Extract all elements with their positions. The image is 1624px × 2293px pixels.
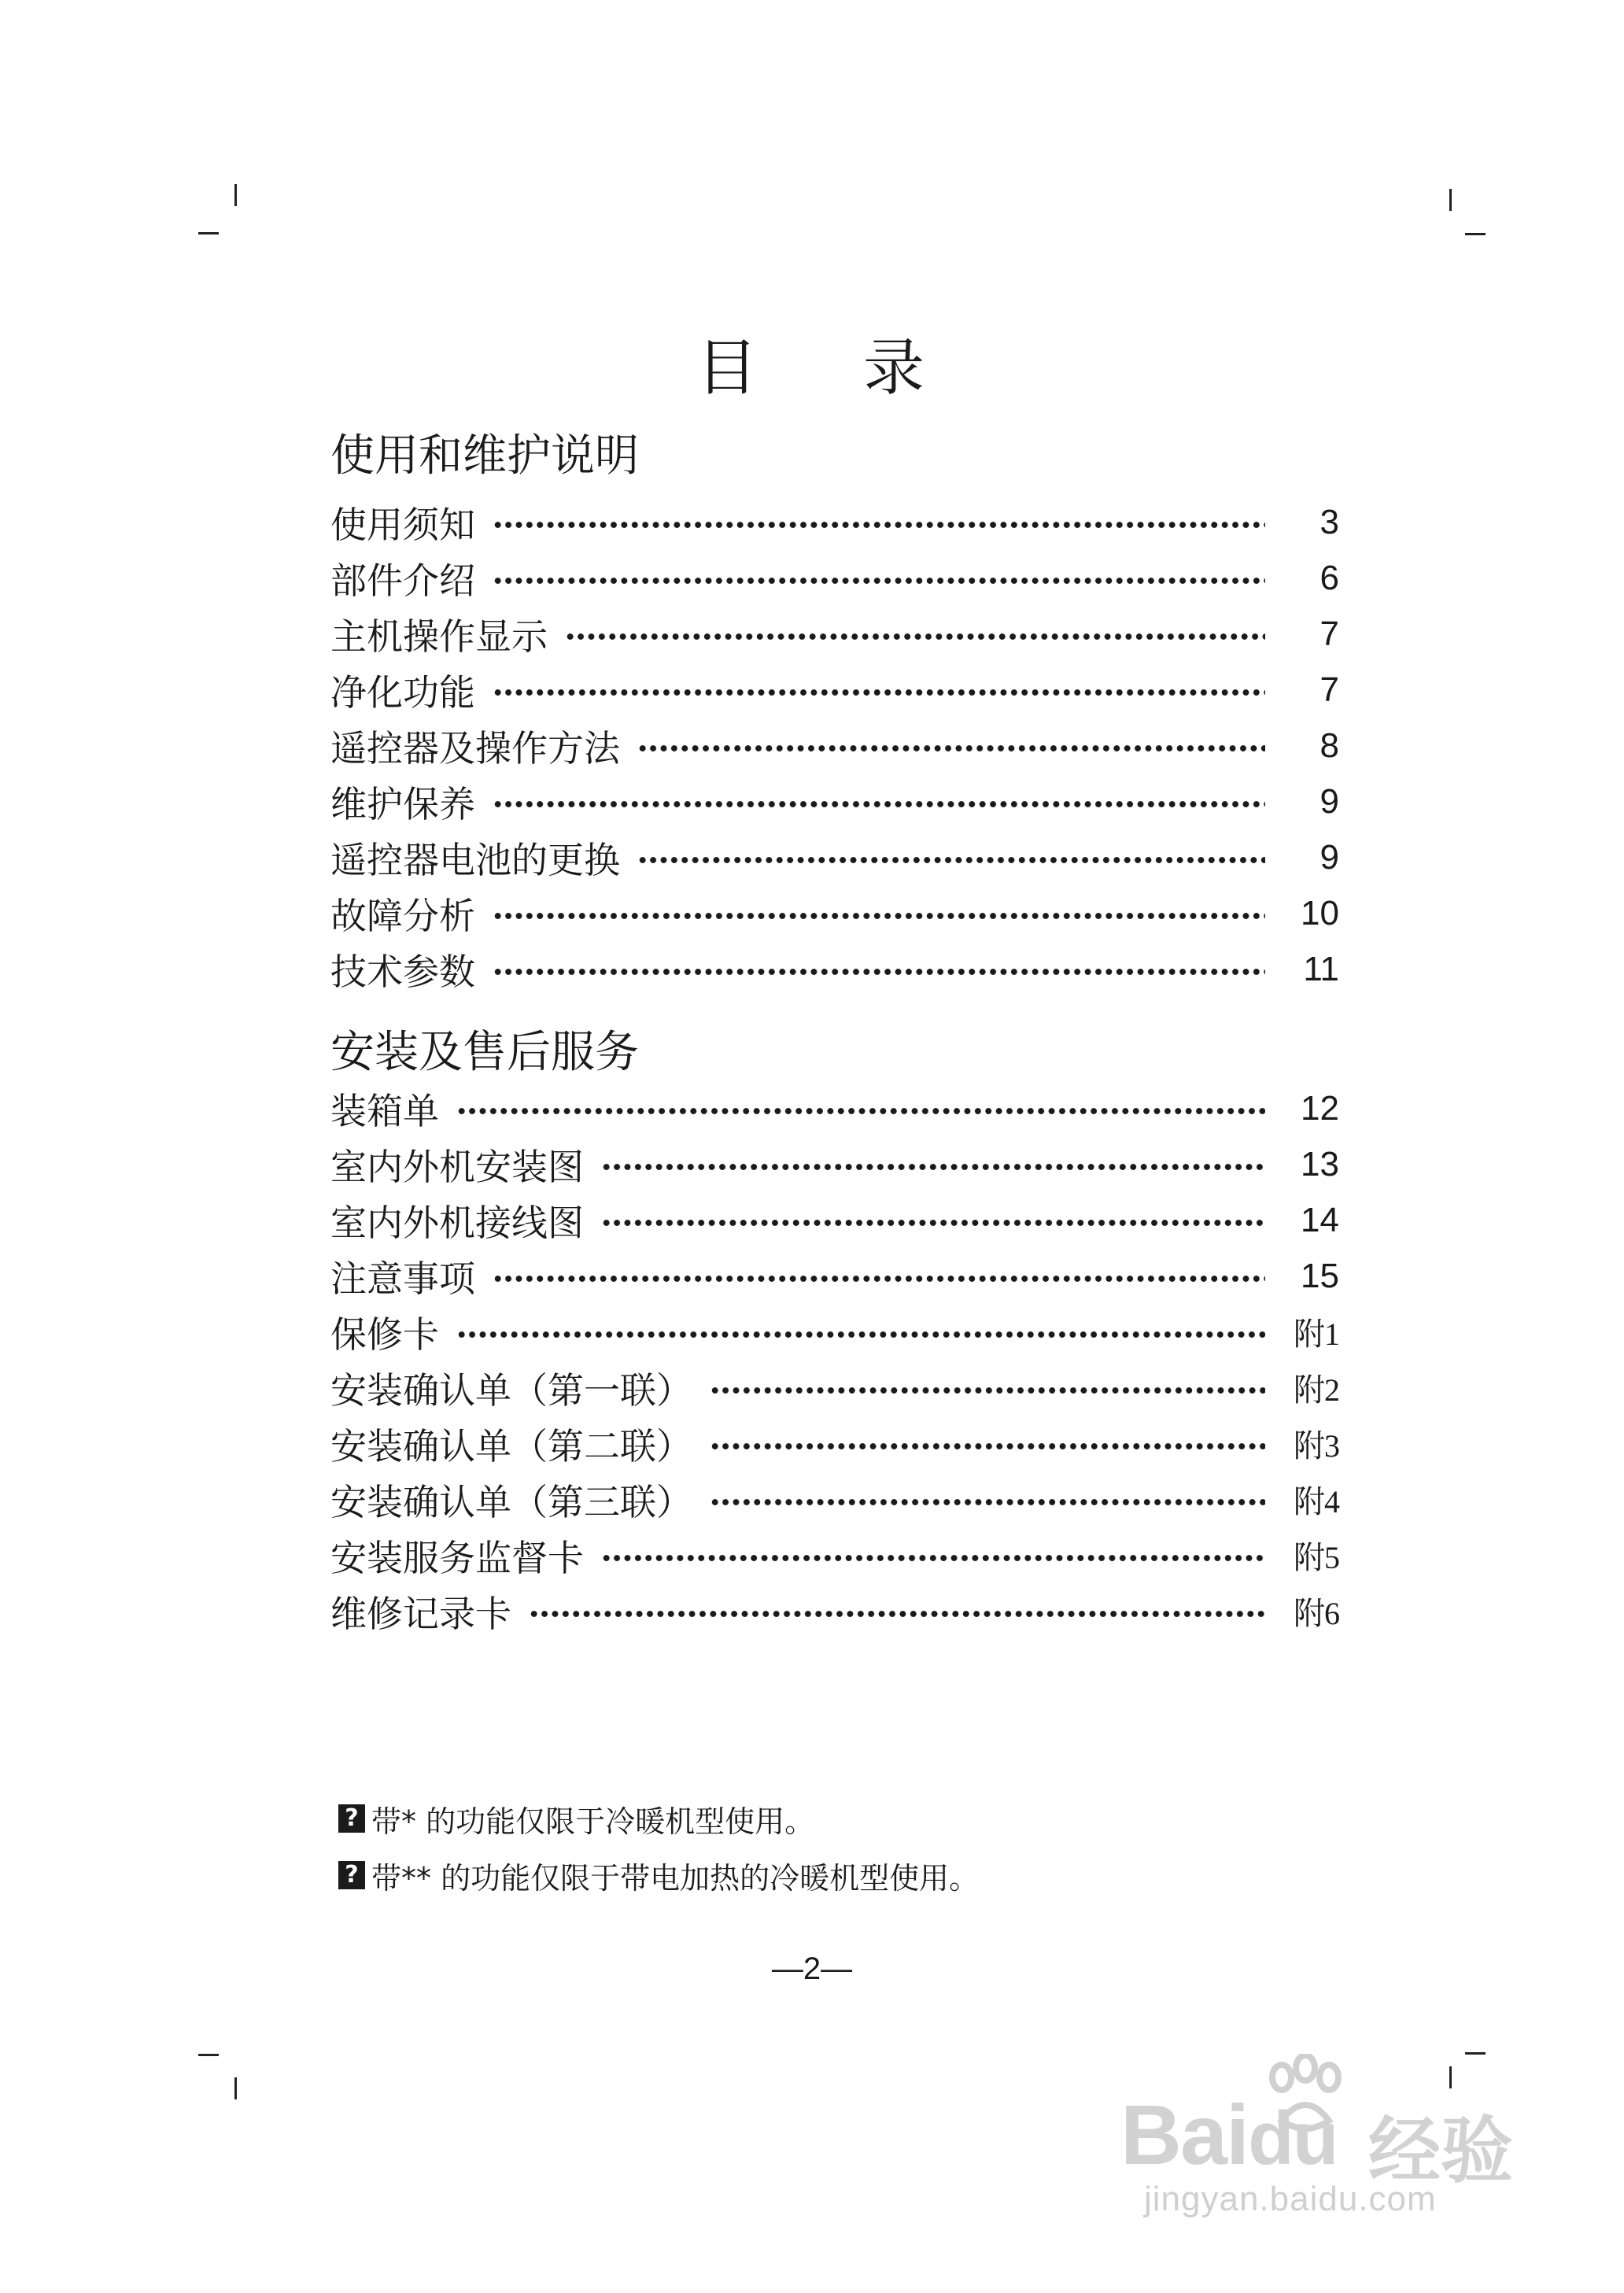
toc-entry <box>330 718 1339 774</box>
crop-mark-top-right-v <box>1449 189 1452 211</box>
page-title <box>0 319 1624 407</box>
watermark-cn: 经验 <box>1368 2109 1514 2193</box>
toc-entry <box>330 829 1339 885</box>
footnote <box>338 1847 979 1903</box>
toc-entry-label: 安装确认单（第一联） <box>330 1368 692 1412</box>
toc-entry-label: 安装确认单（第二联） <box>330 1424 692 1468</box>
toc-entry <box>330 1304 1339 1360</box>
toc-entry-page: 7 <box>1320 614 1339 653</box>
toc-entry-page: 9 <box>1320 837 1339 877</box>
crop-mark-bottom-left-v <box>234 2077 237 2099</box>
toc-entry-label: 安装服务监督卡 <box>330 1536 584 1579</box>
dot-leader <box>493 801 1265 807</box>
toc-entry-page: 9 <box>1320 781 1339 821</box>
crop-mark-bottom-right-h <box>1465 2052 1486 2055</box>
dot-leader <box>493 578 1265 584</box>
toc-entry <box>330 1192 1339 1248</box>
toc-entry-label: 安装确认单（第三联） <box>330 1480 692 1523</box>
dot-leader <box>493 913 1265 919</box>
toc-entry-page: 附5 <box>1294 1540 1339 1575</box>
toc-entry-page: 附2 <box>1294 1372 1339 1408</box>
toc-entry-page: 附6 <box>1294 1596 1339 1631</box>
toc-entry <box>330 1360 1339 1416</box>
toc-entry <box>330 550 1339 606</box>
toc-entry-label: 装箱单 <box>330 1089 439 1132</box>
crop-mark-top-left-v <box>234 184 237 206</box>
dot-leader <box>710 1443 1265 1449</box>
toc-entry-label: 技术参数 <box>330 950 475 993</box>
toc-entry <box>330 774 1339 829</box>
toc-list-usage <box>330 494 1339 997</box>
toc-entry <box>330 1416 1339 1471</box>
section-heading-usage: 使用和维护说明 <box>330 430 639 482</box>
toc-entry-page: 6 <box>1320 558 1339 597</box>
dot-leader <box>529 1611 1265 1617</box>
toc-entry <box>330 1136 1339 1192</box>
watermark-url: jingyan.baidu.com <box>1144 2180 1437 2218</box>
toc-entry <box>330 494 1339 550</box>
crop-mark-top-left-h <box>198 232 219 234</box>
toc-entry <box>330 885 1339 941</box>
toc-entry <box>330 1527 1339 1583</box>
toc-list-install <box>330 1080 1339 1639</box>
toc-entry-page: 12 <box>1301 1088 1339 1128</box>
dot-leader <box>493 522 1265 528</box>
toc-entry-page: 3 <box>1320 502 1339 541</box>
dot-leader <box>710 1387 1265 1394</box>
toc-entry-label: 使用须知 <box>330 503 475 546</box>
note-marker-icon: ? <box>338 1804 365 1833</box>
toc-entry <box>330 662 1339 718</box>
dot-leader <box>637 745 1265 751</box>
toc-entry <box>330 1471 1339 1527</box>
footnotes <box>338 1790 979 1903</box>
toc-entry-label: 维护保养 <box>330 782 475 825</box>
section-heading-install: 安装及售后服务 <box>330 1027 639 1078</box>
toc-entry-label: 遥控器电池的更换 <box>330 838 620 881</box>
dot-leader <box>601 1220 1265 1226</box>
toc-entry-page: 11 <box>1303 949 1339 988</box>
crop-mark-top-right-h <box>1465 233 1486 235</box>
dot-leader <box>710 1499 1265 1505</box>
toc-entry-page: 附4 <box>1294 1484 1339 1519</box>
toc-entry-page: 7 <box>1320 670 1339 709</box>
dot-leader <box>601 1164 1265 1170</box>
toc-entry-label: 主机操作显示 <box>330 615 548 658</box>
toc-entry-label: 故障分析 <box>330 894 475 937</box>
footnote-text: 带* 的功能仅限于冷暖机型使用。 <box>371 1804 815 1839</box>
page-number: —2— <box>771 1951 853 1986</box>
toc-entry-page: 15 <box>1301 1256 1339 1295</box>
toc-entry-label: 室内外机安装图 <box>330 1145 584 1188</box>
dot-leader <box>601 1555 1265 1561</box>
baidu-jingyan-watermark <box>1120 2062 1561 2219</box>
toc-entry-label: 部件介绍 <box>330 559 475 602</box>
title-char-2: 录 <box>863 333 928 404</box>
dot-leader <box>493 969 1265 975</box>
dot-leader <box>637 857 1265 863</box>
watermark-brand-part1: Bai <box>1120 2087 1249 2182</box>
toc-entry <box>330 606 1339 662</box>
dot-leader <box>565 633 1265 640</box>
note-marker-icon: ? <box>338 1861 365 1889</box>
toc-entry-label: 注意事项 <box>330 1257 475 1300</box>
dot-leader <box>493 1276 1265 1282</box>
toc-entry-page: 附1 <box>1294 1316 1339 1352</box>
title-char-1: 目 <box>696 333 761 404</box>
toc-entry <box>330 1583 1339 1639</box>
toc-entry <box>330 1248 1339 1304</box>
toc-entry <box>330 941 1339 997</box>
toc-entry-label: 室内外机接线图 <box>330 1201 584 1244</box>
toc-entry-label: 保修卡 <box>330 1313 439 1356</box>
watermark-brand <box>1120 2085 1337 2184</box>
toc-entry-page: 10 <box>1301 893 1339 932</box>
toc-entry-label: 遥控器及操作方法 <box>330 726 620 770</box>
footnote-text: 带** 的功能仅限于带电加热的冷暖机型使用。 <box>371 1860 980 1896</box>
toc-entry-page: 附3 <box>1294 1428 1339 1464</box>
toc-entry-label: 净化功能 <box>330 670 475 714</box>
toc-entry-page: 8 <box>1320 726 1339 765</box>
crop-mark-bottom-left-h <box>198 2054 219 2056</box>
dot-leader <box>493 689 1265 696</box>
toc-entry-label: 维修记录卡 <box>330 1592 511 1635</box>
toc-entry-page: 14 <box>1301 1200 1339 1239</box>
dot-leader <box>456 1331 1265 1338</box>
toc-entry-page: 13 <box>1301 1144 1339 1183</box>
toc-entry <box>330 1080 1339 1136</box>
watermark-brand-part2: du <box>1248 2096 1338 2180</box>
footnote <box>338 1790 979 1847</box>
dot-leader <box>456 1108 1265 1114</box>
